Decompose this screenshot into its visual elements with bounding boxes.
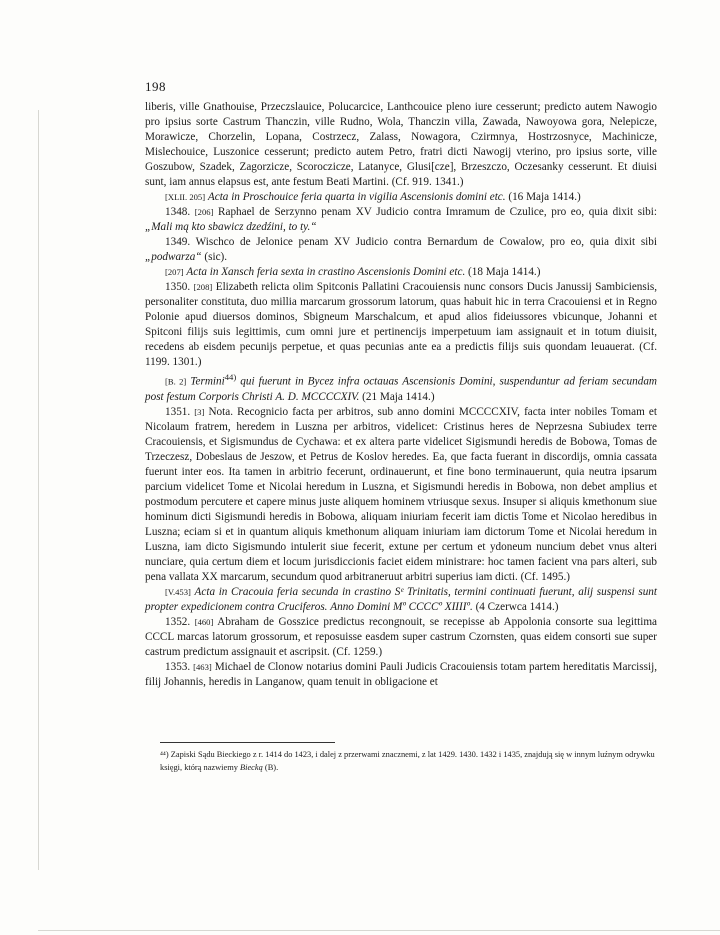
entry-quote: „Mali mą kto sbawicz dzedźini, to ty.“: [145, 221, 317, 233]
paragraph-continuation: liberis, ville Gnathouise, Przeczslauice, Polucarcice, Lanthcouice pleno iure cesserunt; predicto autem Nawogio pro ipsius sorte Castrum Thanczin, ville Rudno, Wola, Thanczin villa, Zawada, Nawoyowa gora, Nelepicze, Morawicze, Chorzelin, Lopana, Costrzecz, Zalass, Nowagora, Czirmnya, Hostrzosnyce, Machinicze, Mislechouice, Luszonice cesserunt; predicto autem Petro, fratri dicti Nawogij vterino, pro ipsius sorte, ville Goszubow, Szadek, Zagorzicze, Scoroczicze, Latanyce, Glusi[cze], Brzeszczo, Oczesanky cesserunt. Et diuisi sunt, iam annus elapsus est, ante festum Beati Martini. (Cf. 919. 1341.): [145, 101, 657, 188]
entry-text: Raphael de Serzynno penam XV Judicio contra Imramum de Czulice, pro eo, quia dixit sibi:: [218, 206, 657, 218]
entry-ref: [208]: [193, 282, 213, 292]
scan-edge-line: [38, 110, 39, 870]
scan-bottom-line: [38, 930, 720, 931]
entry-number: 1352.: [165, 615, 191, 628]
heading-date: (4 Czerwca 1414.): [475, 600, 559, 613]
entry-number: 1353.: [165, 660, 191, 673]
main-text: [145, 100, 657, 690]
entry-text: Michael de Clonow notarius domini Pauli Judicis Cracouiensis totam partem hereditatis Marcissij, filij Johannis, heredis in Langanow, quam tenuit in obligacione et: [145, 660, 657, 688]
entry-cf: (Cf. 1495.): [520, 570, 570, 583]
footnote-text: Zapiski Sądu Bieckiego z r. 1414 do 1423, i dalej z przerwami znacznemi, z lat 1429. 1430. 1432 i 1435, znajdują się w innym luźnym odrywku księgi, którą nazwiemy: [160, 750, 655, 772]
entry-ref: [206]: [194, 207, 214, 217]
heading-title: Acta in Proschouice feria quarta in vigilia Ascensionis domini etc.: [207, 191, 506, 203]
entry-number: 1350.: [165, 281, 191, 293]
entry-1351: [145, 405, 657, 585]
entry-1348: [145, 205, 657, 235]
entry-1350: [145, 280, 657, 370]
page-number: 198: [145, 79, 166, 94]
entry-tail: (sic).: [204, 251, 228, 263]
entry-1353: [145, 660, 657, 690]
footnote-rule: [160, 742, 335, 743]
entry-text: Elizabeth relicta olim Spitconis Pallatini Cracouiensis nunc consors Ducis Janussij Sambiciensis, personaliter constituta, duo millia marcarum grossorum latorum, quas habuit hic in terra Cracouiensi et in Regno Polonie apud diuersos dominos, Sbigneum Marschalcum, et apud alios fideiussores vbicunque, Johanni et Spitconi filijs suis legittimis, cum omni jure et pertinencijs imperpetuum iam assignauit et in totum diuisit, recedens ab eisdem pecunijs perpetue, et quas pecunias ante ea a predictis filijs suis quondam leuauerat.: [145, 281, 658, 353]
session-heading-1: [145, 190, 657, 205]
heading-ref: [V.453]: [165, 586, 191, 597]
entry-number: 1349.: [165, 236, 191, 248]
footnote-mark: ⁴⁴): [160, 750, 169, 759]
entry-text: Wischco de Jelonice penam XV Judicio contra Bernardum de Cowalow, pro eo, quia dixit sibi: [195, 236, 657, 248]
heading-date: (16 Maja 1414.): [508, 191, 581, 203]
entry-ref: [460]: [194, 616, 214, 627]
session-heading-4: [145, 585, 657, 615]
heading-title: Acta in Xansch feria sexta in crastino Ascensionis Domini etc.: [186, 266, 466, 278]
footnote-marker: 44): [224, 372, 237, 382]
session-heading-3: [145, 370, 657, 405]
footnote: [160, 748, 657, 774]
entry-text: Nota. Recognicio facta per arbitros, sub anno domini MCCCCXIV, facta inter nobiles Tomam et Nicolaum fratrem, heredem in Luszna per arbitros, videlicet: Cristinus heres de Neprzesna Subiudex terre Cracouiensis, et Sigismundus de Cychawa: et ex altera parte videlicet Sigismundi heredis de Bobowa, Tomas de Trzeczesz, Dobeslaus de Jeszow, et Petrus de Koslov heredes. Ea, que facta fuerant in discordijs, omnia cassata fuerunt inter eos. Ita tamen in arbitrio fecerunt, ordinauerunt, et fine bono terminauerunt, quia neutra ipsarum parcium videlicet Tome et Nicolai heredum in Luszna, et Sigismundi heredis in Bobowa, non debet amplius et postmodum percutere et capere minus juste aliquem hominem vtriusque sexus. Insuper si aliquis kmethonum siue hominum dicti Sigismundi heredis in Bobowa, aliquam iniuriam fecerit iam dictis Tome et Nicolao heredibus in Luszna; eciam si et in quantum aliquis kmethonum aliquam iniuriam iam dictorum Tome et Nicolai heredum in Luszna, iam dicto Sigismundo intulerit siue fecerit, extune per certum et ydoneum nuncium debet vnus alteri nunciare, quia certum diem et locum jurisdiccionis faciet eidem ministrare: hoc tamen facient vna pars alteri, sub pena vallata XX marcarum, secundum quod arbitraneruut arbitri superius iam dicti.: [145, 405, 658, 583]
heading-date: (18 Maja 1414.): [468, 266, 541, 278]
entry-1352: [145, 615, 657, 660]
entry-number: 1348.: [165, 206, 191, 218]
heading-rest: qui fuerunt in Bycez infra octauas Ascensionis Domini, suspenduntur ad feriam secundam post festum Corporis Christi A. D. MCCCCXIV.: [145, 375, 658, 403]
entry-quote: „podwarza“: [145, 251, 202, 263]
heading-title: Termini: [190, 375, 225, 388]
heading-title: Acta in Cracouia feria secunda in crastino Sᵉ Trinitatis, termini continuati fuerunt, alij suspensi sunt propter expedicionem contra Cruciferos.: [145, 585, 657, 613]
heading-ref: [B. 2]: [165, 376, 187, 387]
footnote-tail: (B).: [264, 763, 279, 772]
heading-date: (21 Maja 1414.): [362, 390, 435, 403]
entry-ref: [3]: [194, 406, 205, 417]
session-heading-2: [145, 265, 657, 280]
entry-number: 1351.: [165, 405, 191, 418]
entry-text: Abraham de Gosszice predictus recongnouit, se recepisse ab Appolonia consorte sua legittima CCCL marcas latorum grossorum, et reposuisse easdem super castrum Czornsten, quas eidem consorti sue super castrum predictum assignauit et ascripsit.: [145, 615, 658, 658]
heading-year: Anno Domini Mº CCCCº XIIIIº.: [330, 600, 473, 613]
footnote-title: Biecką: [240, 763, 263, 772]
entry-1349: [145, 235, 657, 265]
entry-cf: (Cf. 1199. 1301.): [145, 341, 657, 368]
entry-cf: (Cf. 1259.): [332, 645, 383, 658]
heading-ref: [XLII. 205]: [165, 192, 206, 202]
entry-ref: [463]: [193, 661, 212, 672]
heading-ref: [207]: [165, 267, 184, 277]
